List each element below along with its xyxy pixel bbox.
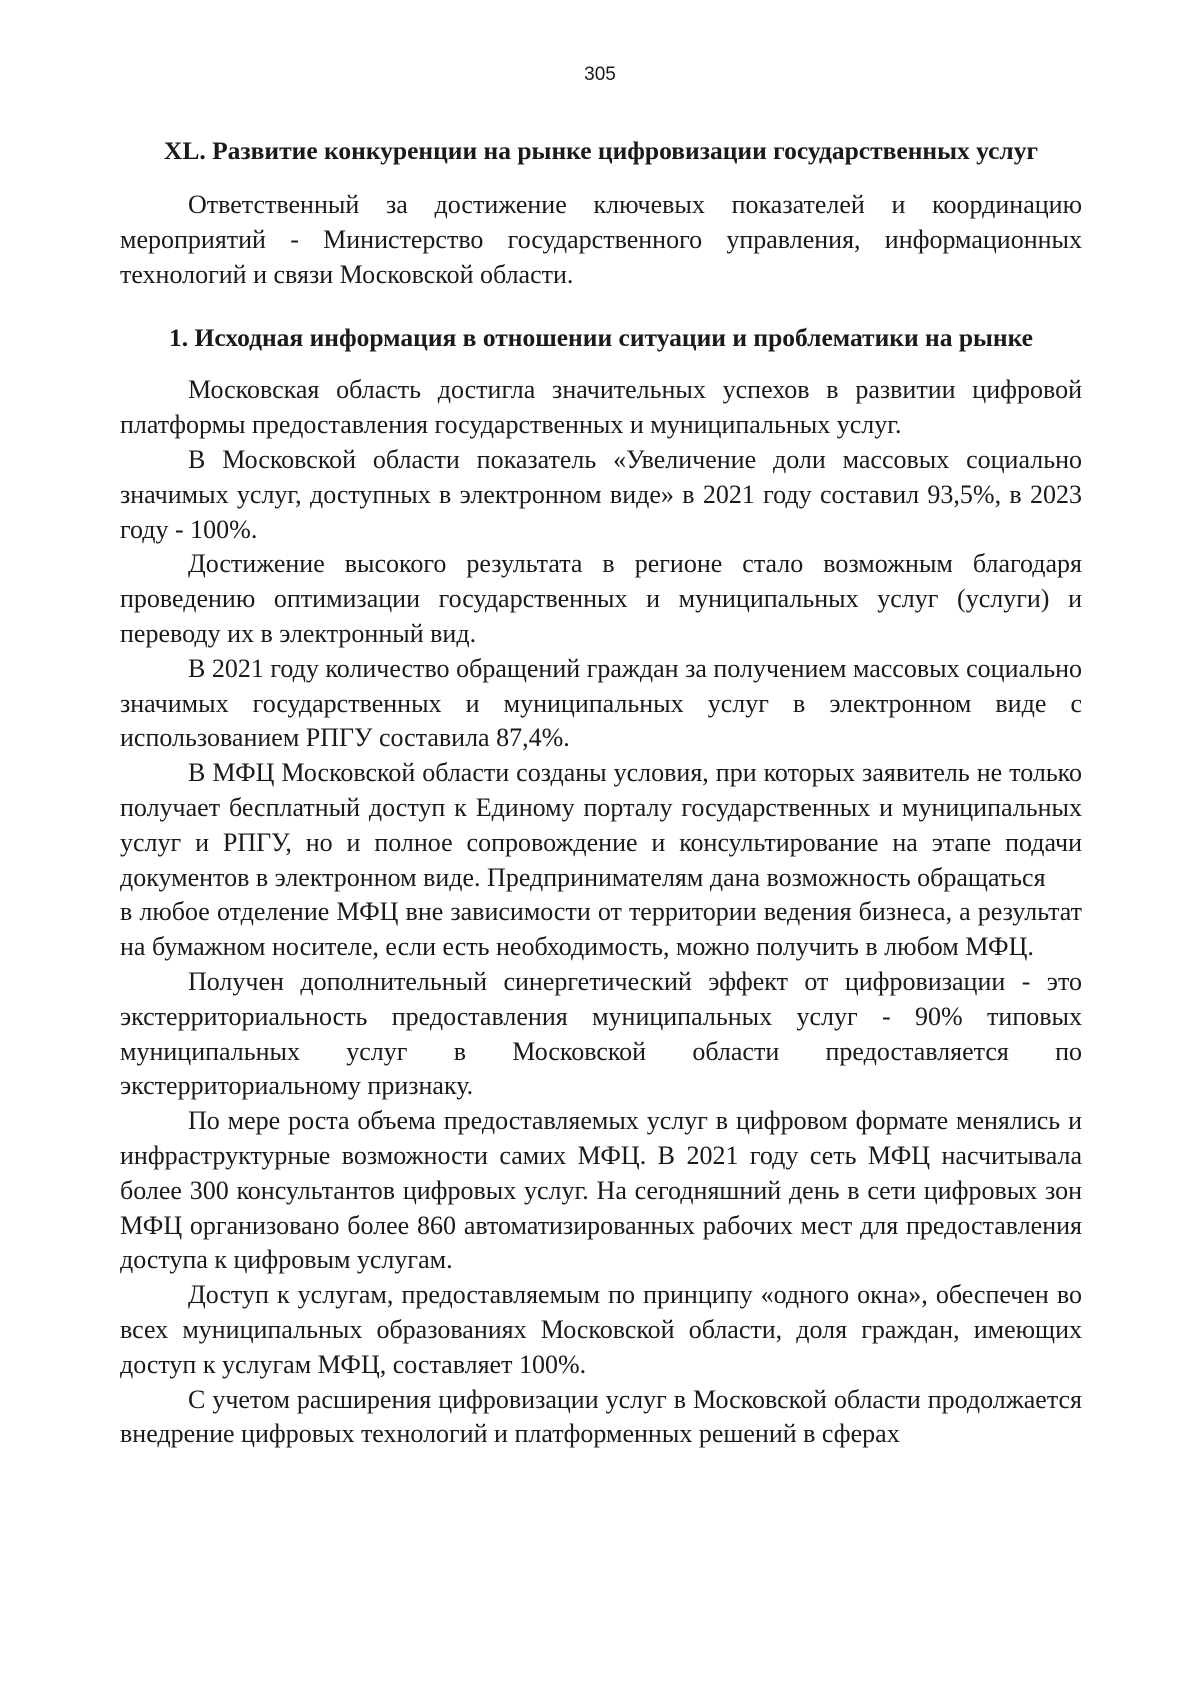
body-paragraph: С учетом расширения цифровизации услуг в Московской области продолжается внедрение цифровых технологий и платформенных решений в сферах [120, 1384, 1082, 1449]
document-body [120, 132, 1082, 1452]
body-paragraph: В 2021 году количество обращений граждан за получением массовых социально значимых государственных и муниципальных услуг в электронном виде с использованием РПГУ составила 87,4%. [120, 653, 1082, 753]
body-paragraph-continuation: в любое отделение МФЦ вне зависимости от территории ведения бизнеса, а результат на бумажном носителе, если есть необходимость, можно получить в любом МФЦ. [120, 897, 1082, 962]
section-heading: 1. Исходная информация в отношении ситуации и проблематики на рынке [168, 323, 1033, 353]
chapter-title: XL. Развитие конкуренции на рынке цифровизации государственных услуг [163, 136, 1039, 165]
body-paragraph: В МФЦ Московской области созданы условия, при которых заявитель не только получает бесплатный доступ к Единому порталу государственных и муниципальных услуг и РПГУ, но и полное сопровождение и консультирование на этапе подачи документов в электронном виде. Предпринимателям дана возможность обращаться [120, 758, 1082, 892]
body-paragraph: Доступ к услугам, предоставляемым по принципу «одного окна», обеспечен во всех муниципальных образованиях Московской области, доля граждан, имеющих доступ к услугам МФЦ, составляет 100%. [120, 1280, 1082, 1379]
body-paragraph: Получен дополнительный синергетический эффект от цифровизации - это экстерриториальность предоставления муниципальных услуг - 90% типовых муниципальных услуг в Московской области предоставляется по экстерриториальному признаку. [120, 966, 1082, 1101]
body-paragraph: По мере роста объема предоставляемых услуг в цифровом формате менялись и инфраструктурные возможности самих МФЦ. В 2021 году сеть МФЦ насчитывала более 300 консультантов цифровых услуг. На сегодняшний день в сети цифровых зон МФЦ организовано более 860 автоматизированных рабочих мест для предоставления доступа к цифровым услугам. [120, 1106, 1082, 1275]
page-number: 305 [584, 64, 616, 85]
responsible-paragraph: Ответственный за достижение ключевых показателей и координацию мероприятий - Министерство государственного управления, информационных технологий и связи Московской области. [120, 190, 1082, 289]
body-paragraph: Московская область достигла значительных успехов в развитии цифровой платформы предоставления государственных и муниципальных услуг. [120, 375, 1082, 440]
body-paragraph: В Московской области показатель «Увеличение доли массовых социально значимых услуг, доступных в электронном виде» в 2021 году составил 93,5%, в 2023 году - 100%. [120, 444, 1082, 544]
body-paragraph: Достижение высокого результата в регионе стало возможным благодаря проведению оптимизации государственных и муниципальных услуг (услуги) и переводу их в электронный вид. [120, 549, 1082, 648]
